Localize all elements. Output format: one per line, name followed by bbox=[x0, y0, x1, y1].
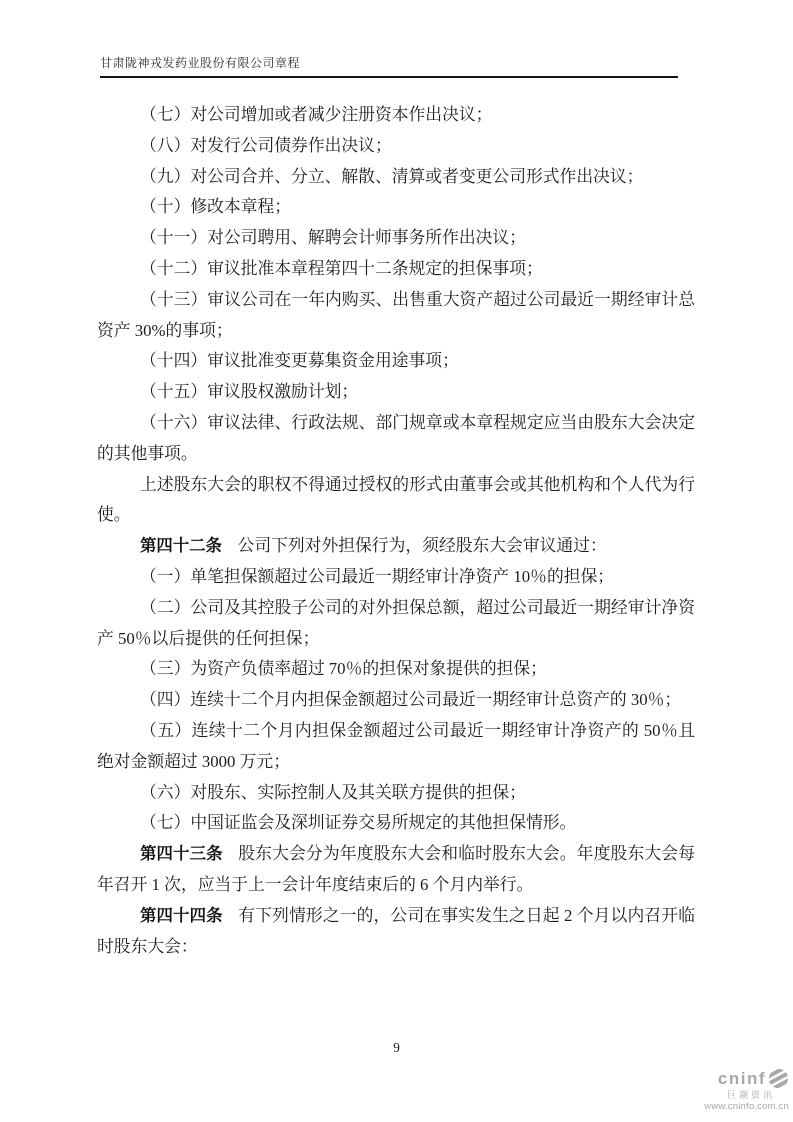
paragraph-text: （四）连续十二个月内担保金额超过公司最近一期经审计总资产的 30％； bbox=[140, 690, 682, 710]
paragraph bbox=[97, 654, 695, 685]
paragraph bbox=[97, 254, 695, 285]
paragraph bbox=[97, 470, 695, 532]
paragraph-text: （二）公司及其控股子公司的对外担保总额，超过公司最近一期经审计净资产 50％以后提供的任何担保； bbox=[97, 597, 695, 648]
paragraph bbox=[97, 346, 695, 377]
paragraph bbox=[97, 408, 695, 470]
paragraph-text: （八）对发行公司债券作出决议； bbox=[140, 135, 392, 155]
paragraph-text: （七）中国证监会及深圳证券交易所规定的其他担保情形。 bbox=[140, 813, 577, 833]
paragraph-text: （十一）对公司聘用、解聘会计师事务所作出决议； bbox=[140, 228, 526, 248]
paragraph-text: （七）对公司增加或者减少注册资本作出决议； bbox=[140, 105, 493, 124]
paragraph bbox=[97, 901, 695, 963]
paragraph bbox=[97, 192, 695, 223]
cninfo-brand-text: cninf bbox=[717, 1069, 766, 1088]
paragraph-text: （九）对公司合并、分立、解散、清算或者变更公司形式作出决议； bbox=[140, 166, 644, 186]
paragraph bbox=[97, 162, 695, 193]
paragraph bbox=[97, 223, 695, 254]
paragraph-text: 公司下列对外担保行为，须经股东大会审议通过： bbox=[237, 536, 607, 556]
paragraph bbox=[97, 716, 695, 778]
paragraph-text: （十四）审议批准变更募集资金用途事项； bbox=[140, 351, 459, 371]
paragraph-text: （十二）审议批准本章程第四十二条规定的担保事项； bbox=[140, 258, 543, 278]
paragraph bbox=[97, 285, 695, 347]
paragraph-text: （五）连续十二个月内担保金额超过公司最近一期经审计净资产的 50％且绝对金额超过 3000 万元； bbox=[97, 720, 695, 771]
cninfo-swirl-icon bbox=[768, 1068, 789, 1089]
paragraph-text: （十）修改本章程； bbox=[140, 197, 292, 217]
paragraph-text: （六）对股东、实际控制人及其关联方提供的担保； bbox=[140, 782, 526, 802]
cninfo-logo bbox=[679, 1068, 789, 1112]
article-number: 第四十四条 bbox=[140, 906, 223, 925]
paragraph bbox=[97, 100, 695, 131]
paragraph-text: （十五）审议股权激励计划； bbox=[140, 382, 359, 402]
paragraph-text: （三）为资产负债率超过 70％的担保对象提供的担保； bbox=[140, 659, 547, 679]
paragraph bbox=[97, 377, 695, 408]
page-title: 甘肃陇神戎发药业股份有限公司章程 bbox=[100, 56, 301, 70]
page-header bbox=[100, 54, 678, 78]
paragraph-text: 股东大会分为年度股东大会和临时股东大会。年度股东大会每年召开 1 次，应当于上一会计年度结束后的 6 个月内举行。 bbox=[97, 844, 695, 894]
document-body bbox=[97, 100, 695, 962]
paragraph bbox=[97, 839, 695, 901]
paragraph bbox=[97, 531, 695, 562]
page-number: 9 bbox=[393, 1040, 400, 1055]
cninfo-url: www.cninfo.com.cn bbox=[704, 1101, 789, 1112]
paragraph-text: 有下列情形之一的，公司在事实发生之日起 2 个月以内召开临时股东大会： bbox=[97, 905, 695, 956]
paragraph bbox=[97, 685, 695, 716]
paragraph-text: （一）单笔担保额超过公司最近一期经审计净资产 10％的担保； bbox=[140, 566, 615, 586]
paragraph-text: （十三）审议公司在一年内购买、出售重大资产超过公司最近一期经审计总资产 30%的事项； bbox=[97, 289, 695, 340]
article-number: 第四十三条 bbox=[140, 845, 223, 864]
paragraph bbox=[97, 778, 695, 809]
paragraph bbox=[97, 808, 695, 839]
paragraph-text: （十六）审议法律、行政法规、部门规章或本章程规定应当由股东大会决定的其他事项。 bbox=[97, 412, 695, 463]
cninfo-brand-row bbox=[679, 1068, 789, 1089]
paragraph bbox=[97, 562, 695, 593]
article-number: 第四十二条 bbox=[140, 537, 222, 556]
cninfo-caption: 巨潮资讯 bbox=[726, 1090, 775, 1100]
paragraph-text: 上述股东大会的职权不得通过授权的形式由董事会或其他机构和个人代为行使。 bbox=[97, 474, 695, 525]
paragraph bbox=[97, 131, 695, 162]
paragraph bbox=[97, 593, 695, 655]
